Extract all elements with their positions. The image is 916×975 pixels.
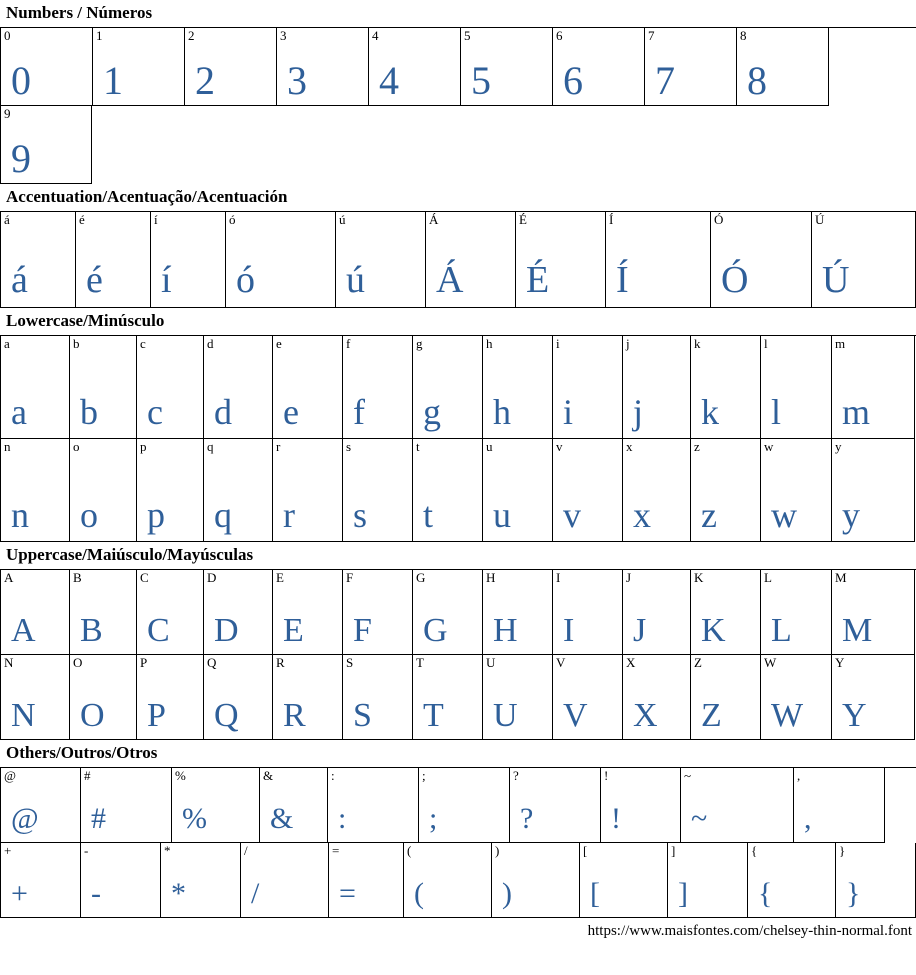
glyph-cell[interactable] bbox=[172, 768, 260, 843]
glyph-sample: { bbox=[758, 877, 773, 910]
glyph-sample: t bbox=[423, 495, 434, 535]
glyph-cell[interactable] bbox=[645, 28, 737, 106]
glyph-label: t bbox=[416, 439, 420, 454]
glyph-cell[interactable] bbox=[1, 28, 93, 106]
glyph-cell[interactable] bbox=[369, 28, 461, 106]
glyph-sample: P bbox=[147, 697, 166, 734]
glyph-sample: c bbox=[147, 392, 163, 432]
glyph-cell[interactable] bbox=[761, 439, 832, 542]
glyph-label: M bbox=[835, 570, 847, 585]
glyph-cell[interactable] bbox=[413, 336, 483, 439]
glyph-grid bbox=[0, 767, 916, 918]
glyph-label: Z bbox=[694, 655, 702, 670]
glyph-cell[interactable] bbox=[204, 570, 273, 655]
glyph-label: E bbox=[276, 570, 284, 585]
glyph-label: l bbox=[764, 336, 768, 351]
glyph-cell[interactable] bbox=[711, 212, 812, 308]
glyph-sample: 6 bbox=[563, 58, 583, 103]
glyph-sample: ~ bbox=[691, 802, 708, 835]
glyph-cell[interactable] bbox=[426, 212, 516, 308]
glyph-cell[interactable] bbox=[241, 843, 329, 918]
glyph-sample: 4 bbox=[379, 58, 399, 103]
glyph-sample: K bbox=[701, 612, 726, 649]
glyph-label: W bbox=[764, 655, 777, 670]
glyph-sample: Í bbox=[616, 259, 629, 301]
section-title: Accentuation/Acentuação/Acentuación bbox=[6, 187, 288, 206]
glyph-cell[interactable] bbox=[553, 28, 645, 106]
glyph-cell[interactable] bbox=[1, 336, 70, 439]
glyph-sample: d bbox=[214, 392, 232, 432]
glyph-cell[interactable] bbox=[151, 212, 226, 308]
glyph-label: D bbox=[207, 570, 217, 585]
glyph-cell[interactable] bbox=[161, 843, 241, 918]
glyph-sample: í bbox=[161, 259, 172, 301]
glyph-sample: ( bbox=[414, 877, 424, 910]
glyph-label: ( bbox=[407, 843, 412, 858]
glyph-cell[interactable] bbox=[93, 28, 185, 106]
glyph-cell[interactable] bbox=[204, 336, 273, 439]
glyph-label: a bbox=[4, 336, 10, 351]
glyph-cell[interactable] bbox=[691, 439, 761, 542]
glyph-sample: n bbox=[11, 495, 29, 535]
glyph-sample: } bbox=[846, 877, 861, 910]
glyph-sample: E bbox=[283, 612, 304, 649]
glyph-cell[interactable] bbox=[81, 843, 161, 918]
glyph-cell[interactable] bbox=[483, 336, 553, 439]
glyph-label: 8 bbox=[740, 28, 747, 43]
glyph-sample: - bbox=[91, 877, 101, 910]
glyph-cell[interactable] bbox=[461, 28, 553, 106]
section-title: Numbers / Números bbox=[6, 3, 153, 22]
glyph-cell[interactable] bbox=[137, 336, 204, 439]
glyph-label: R bbox=[276, 655, 285, 670]
glyph-label: I bbox=[556, 570, 561, 585]
glyph-sample: W bbox=[771, 697, 804, 734]
glyph-cell[interactable] bbox=[748, 843, 836, 918]
glyph-label: g bbox=[416, 336, 423, 351]
glyph-label: C bbox=[140, 570, 149, 585]
glyph-cell[interactable] bbox=[277, 28, 369, 106]
glyph-cell[interactable] bbox=[273, 439, 343, 542]
glyph-label: ] bbox=[671, 843, 676, 858]
glyph-cell[interactable] bbox=[343, 336, 413, 439]
glyph-cell[interactable] bbox=[137, 570, 204, 655]
glyph-cell[interactable] bbox=[623, 570, 691, 655]
glyph-label: 5 bbox=[464, 28, 471, 43]
glyph-label: n bbox=[4, 439, 11, 454]
glyph-label: 7 bbox=[648, 28, 655, 43]
glyph-label: 4 bbox=[372, 28, 379, 43]
glyph-cell[interactable] bbox=[404, 843, 492, 918]
glyph-label: f bbox=[346, 336, 351, 351]
glyph-label: d bbox=[207, 336, 214, 351]
glyph-cell[interactable] bbox=[137, 655, 204, 740]
glyph-label: & bbox=[263, 768, 274, 783]
glyph-cell[interactable] bbox=[483, 570, 553, 655]
glyph-cell[interactable] bbox=[623, 336, 691, 439]
glyph-label: G bbox=[416, 570, 426, 585]
glyph-label: Ú bbox=[815, 212, 825, 227]
glyph-grid bbox=[0, 569, 916, 740]
glyph-cell[interactable] bbox=[483, 655, 553, 740]
glyph-cell[interactable] bbox=[553, 336, 623, 439]
glyph-label: o bbox=[73, 439, 80, 454]
glyph-sample: I bbox=[563, 612, 575, 649]
glyph-label: s bbox=[346, 439, 352, 454]
glyph-label: ú bbox=[339, 212, 346, 227]
glyph-cell[interactable] bbox=[70, 336, 137, 439]
glyph-label: % bbox=[175, 768, 186, 783]
glyph-label: í bbox=[154, 212, 158, 227]
glyph-grid bbox=[0, 335, 916, 542]
glyph-sample: a bbox=[11, 392, 27, 432]
glyph-cell[interactable] bbox=[691, 336, 761, 439]
glyph-sample: [ bbox=[590, 877, 600, 910]
glyph-label: } bbox=[839, 843, 846, 858]
glyph-label: v bbox=[556, 439, 563, 454]
glyph-label: Á bbox=[429, 212, 439, 227]
glyph-cell[interactable] bbox=[606, 212, 711, 308]
glyph-sample: z bbox=[701, 495, 717, 535]
glyph-label: z bbox=[694, 439, 700, 454]
glyph-sample: Ú bbox=[822, 259, 850, 301]
glyph-sample: é bbox=[86, 259, 103, 301]
glyph-cell[interactable] bbox=[832, 570, 915, 655]
glyph-label: : bbox=[331, 768, 335, 783]
glyph-sample: r bbox=[283, 495, 295, 535]
glyph-cell[interactable] bbox=[70, 439, 137, 542]
glyph-cell[interactable] bbox=[343, 570, 413, 655]
glyph-cell[interactable] bbox=[668, 843, 748, 918]
glyph-label: 2 bbox=[188, 28, 195, 43]
glyph-label: P bbox=[140, 655, 148, 670]
glyph-cell[interactable] bbox=[580, 843, 668, 918]
glyph-sample: S bbox=[353, 697, 372, 734]
glyph-label: # bbox=[84, 768, 91, 783]
glyph-label: 3 bbox=[280, 28, 287, 43]
glyph-cell[interactable] bbox=[260, 768, 328, 843]
glyph-sample: 0 bbox=[11, 58, 31, 103]
glyph-sample: 7 bbox=[655, 58, 675, 103]
glyph-cell[interactable] bbox=[623, 439, 691, 542]
glyph-label: k bbox=[694, 336, 701, 351]
glyph-cell[interactable] bbox=[343, 655, 413, 740]
glyph-label: b bbox=[73, 336, 80, 351]
glyph-cell[interactable] bbox=[1, 212, 76, 308]
glyph-label: - bbox=[84, 843, 89, 858]
glyph-sample: L bbox=[771, 612, 792, 649]
section-title: Uppercase/Maiúsculo/Mayúsculas bbox=[6, 545, 254, 564]
glyph-label: T bbox=[416, 655, 424, 670]
glyph-label: 6 bbox=[556, 28, 563, 43]
glyph-label: q bbox=[207, 439, 214, 454]
glyph-sample: / bbox=[251, 877, 260, 910]
glyph-sample: 2 bbox=[195, 58, 215, 103]
glyph-label: m bbox=[835, 336, 846, 351]
glyph-sample: # bbox=[91, 802, 106, 835]
glyph-sample: f bbox=[353, 392, 365, 432]
glyph-sample: M bbox=[842, 612, 873, 649]
glyph-label: ) bbox=[495, 843, 500, 858]
glyph-sample: m bbox=[842, 392, 871, 432]
glyph-label: c bbox=[140, 336, 146, 351]
glyph-cell[interactable] bbox=[601, 768, 681, 843]
glyph-label: i bbox=[556, 336, 560, 351]
glyph-label: Í bbox=[609, 212, 614, 227]
section-title: Lowercase/Minúsculo bbox=[6, 311, 165, 330]
glyph-sample: C bbox=[147, 612, 170, 649]
glyph-cell[interactable] bbox=[623, 655, 691, 740]
glyph-cell[interactable] bbox=[70, 570, 137, 655]
glyph-sample: ; bbox=[429, 802, 438, 835]
glyph-sample: e bbox=[283, 392, 299, 432]
glyph-label: + bbox=[4, 843, 12, 858]
glyph-label: N bbox=[4, 655, 14, 670]
glyph-label: e bbox=[276, 336, 282, 351]
glyph-label: O bbox=[73, 655, 83, 670]
glyph-cell[interactable] bbox=[329, 843, 404, 918]
glyph-label: U bbox=[486, 655, 496, 670]
glyph-sample: g bbox=[423, 392, 441, 432]
glyph-sample: j bbox=[633, 392, 644, 432]
glyph-cell[interactable] bbox=[413, 439, 483, 542]
glyph-cell[interactable] bbox=[832, 655, 915, 740]
glyph-sample: 9 bbox=[11, 136, 31, 181]
glyph-sample: ) bbox=[502, 877, 512, 910]
glyph-sample: & bbox=[270, 802, 294, 835]
glyph-label: * bbox=[164, 843, 171, 858]
glyph-label: J bbox=[626, 570, 632, 585]
glyph-sample: i bbox=[563, 392, 574, 432]
glyph-cell[interactable] bbox=[343, 439, 413, 542]
glyph-sample: y bbox=[842, 495, 860, 535]
glyph-sample: v bbox=[563, 495, 581, 535]
glyph-cell[interactable] bbox=[553, 655, 623, 740]
glyph-cell[interactable] bbox=[761, 570, 832, 655]
glyph-cell[interactable] bbox=[510, 768, 601, 843]
glyph-label: ? bbox=[513, 768, 519, 783]
glyph-sample: F bbox=[353, 612, 372, 649]
glyph-sample: q bbox=[214, 495, 232, 535]
glyph-sample: x bbox=[633, 495, 651, 535]
glyph-label: á bbox=[4, 212, 10, 227]
glyph-cell[interactable] bbox=[553, 570, 623, 655]
glyph-cell[interactable] bbox=[761, 655, 832, 740]
glyph-label: y bbox=[835, 439, 842, 454]
glyph-sample: p bbox=[147, 495, 165, 535]
glyph-cell[interactable] bbox=[336, 212, 426, 308]
glyph-label: B bbox=[73, 570, 82, 585]
glyph-sample: Y bbox=[842, 697, 867, 734]
glyph-sample: @ bbox=[11, 802, 39, 835]
glyph-sample: J bbox=[633, 612, 647, 649]
glyph-sample: % bbox=[182, 802, 207, 835]
glyph-sample: , bbox=[804, 802, 812, 835]
glyph-label: Ó bbox=[714, 212, 724, 227]
glyph-sample: o bbox=[80, 495, 98, 535]
glyph-sample: Z bbox=[701, 697, 722, 734]
glyph-cell[interactable] bbox=[419, 768, 510, 843]
glyph-label: A bbox=[4, 570, 14, 585]
glyph-sample: N bbox=[11, 697, 36, 734]
glyph-label: K bbox=[694, 570, 704, 585]
glyph-sample: á bbox=[11, 259, 28, 301]
section-title: Others/Outros/Otros bbox=[6, 743, 158, 762]
glyph-cell[interactable] bbox=[1, 106, 92, 184]
glyph-sample: Ó bbox=[721, 259, 749, 301]
glyph-cell[interactable] bbox=[836, 843, 916, 918]
glyph-label: w bbox=[764, 439, 774, 454]
glyph-sample: + bbox=[11, 877, 28, 910]
glyph-label: F bbox=[346, 570, 354, 585]
glyph-label: ; bbox=[422, 768, 426, 783]
glyph-sample: l bbox=[771, 392, 782, 432]
glyph-label: V bbox=[556, 655, 566, 670]
glyph-label: É bbox=[519, 212, 527, 227]
glyph-cell[interactable] bbox=[413, 655, 483, 740]
glyph-label: ! bbox=[604, 768, 609, 783]
glyph-cell[interactable] bbox=[737, 28, 829, 106]
glyph-sample: U bbox=[493, 697, 518, 734]
glyph-sample: 1 bbox=[103, 58, 123, 103]
glyph-label: { bbox=[751, 843, 758, 858]
glyph-cell[interactable] bbox=[204, 655, 273, 740]
glyph-sample: ú bbox=[346, 259, 365, 301]
glyph-cell[interactable] bbox=[413, 570, 483, 655]
glyph-sample: Á bbox=[436, 259, 464, 301]
glyph-sample: V bbox=[563, 697, 588, 734]
glyph-label: 9 bbox=[4, 106, 11, 121]
glyph-label: , bbox=[797, 768, 801, 783]
glyph-cell[interactable] bbox=[1, 439, 70, 542]
glyph-cell[interactable] bbox=[70, 655, 137, 740]
glyph-sample: D bbox=[214, 612, 239, 649]
glyph-cell[interactable] bbox=[553, 439, 623, 542]
glyph-sample: O bbox=[80, 697, 105, 734]
glyph-sample: u bbox=[493, 495, 511, 535]
glyph-cell[interactable] bbox=[832, 336, 915, 439]
glyph-cell[interactable] bbox=[273, 336, 343, 439]
glyph-sample: B bbox=[80, 612, 103, 649]
glyph-cell[interactable] bbox=[1, 570, 70, 655]
glyph-label: 0 bbox=[4, 28, 11, 43]
glyph-cell[interactable] bbox=[832, 439, 915, 542]
glyph-cell[interactable] bbox=[681, 768, 794, 843]
glyph-cell[interactable] bbox=[761, 336, 832, 439]
glyph-sample: É bbox=[526, 259, 550, 301]
glyph-sample: ó bbox=[236, 259, 255, 301]
glyph-cell[interactable] bbox=[691, 570, 761, 655]
glyph-sample: k bbox=[701, 392, 719, 432]
glyph-cell[interactable] bbox=[273, 570, 343, 655]
glyph-cell[interactable] bbox=[516, 212, 606, 308]
glyph-sample: * bbox=[171, 877, 186, 910]
glyph-label: ó bbox=[229, 212, 236, 227]
glyph-cell[interactable] bbox=[794, 768, 885, 843]
glyph-label: é bbox=[79, 212, 85, 227]
glyph-cell[interactable] bbox=[492, 843, 580, 918]
glyph-label: L bbox=[764, 570, 772, 585]
glyph-label: j bbox=[626, 336, 630, 351]
glyph-sample: ] bbox=[678, 877, 688, 910]
glyph-cell[interactable] bbox=[204, 439, 273, 542]
glyph-label: Q bbox=[207, 655, 217, 670]
glyph-label: u bbox=[486, 439, 493, 454]
glyph-label: @ bbox=[4, 768, 16, 783]
glyph-sample: w bbox=[771, 495, 797, 535]
glyph-sample: T bbox=[423, 697, 444, 734]
glyph-label: [ bbox=[583, 843, 588, 858]
glyph-label: r bbox=[276, 439, 281, 454]
glyph-sample: 8 bbox=[747, 58, 767, 103]
glyph-sample: Q bbox=[214, 697, 239, 734]
glyph-label: X bbox=[626, 655, 636, 670]
glyph-cell[interactable] bbox=[483, 439, 553, 542]
glyph-cell[interactable] bbox=[328, 768, 419, 843]
glyph-label: p bbox=[140, 439, 147, 454]
glyph-label: h bbox=[486, 336, 493, 351]
glyph-label: 1 bbox=[96, 28, 103, 43]
glyph-sample: ! bbox=[611, 802, 621, 835]
glyph-cell[interactable] bbox=[273, 655, 343, 740]
glyph-sample: : bbox=[338, 802, 347, 835]
glyph-label: = bbox=[332, 843, 340, 858]
glyph-cell[interactable] bbox=[1, 843, 81, 918]
glyph-sample: ? bbox=[520, 802, 534, 835]
glyph-sample: b bbox=[80, 392, 98, 432]
glyph-sample: X bbox=[633, 697, 658, 734]
glyph-label: ~ bbox=[684, 768, 692, 783]
glyph-label: S bbox=[346, 655, 354, 670]
glyph-label: H bbox=[486, 570, 496, 585]
glyph-cell[interactable] bbox=[81, 768, 172, 843]
glyph-label: x bbox=[626, 439, 633, 454]
glyph-cell[interactable] bbox=[1, 768, 81, 843]
glyph-sample: A bbox=[11, 612, 36, 649]
glyph-cell[interactable] bbox=[76, 212, 151, 308]
glyph-cell[interactable] bbox=[1, 655, 70, 740]
glyph-grid bbox=[0, 27, 916, 184]
glyph-cell[interactable] bbox=[226, 212, 336, 308]
glyph-sample: 3 bbox=[287, 58, 307, 103]
glyph-sample: h bbox=[493, 392, 511, 432]
glyph-label: Y bbox=[835, 655, 845, 670]
glyph-cell[interactable] bbox=[691, 655, 761, 740]
glyph-cell[interactable] bbox=[137, 439, 204, 542]
glyph-sample: 5 bbox=[471, 58, 491, 103]
glyph-grid bbox=[0, 211, 916, 308]
glyph-sample: = bbox=[339, 877, 356, 910]
glyph-sample: s bbox=[353, 495, 368, 535]
glyph-cell[interactable] bbox=[185, 28, 277, 106]
source-url[interactable]: https://www.maisfontes.com/chelsey-thin-normal.font bbox=[587, 923, 912, 939]
glyph-cell[interactable] bbox=[812, 212, 916, 308]
glyph-label: / bbox=[244, 843, 248, 858]
glyph-sample: H bbox=[493, 612, 518, 649]
glyph-sample: G bbox=[423, 612, 448, 649]
glyph-sample: R bbox=[283, 697, 306, 734]
